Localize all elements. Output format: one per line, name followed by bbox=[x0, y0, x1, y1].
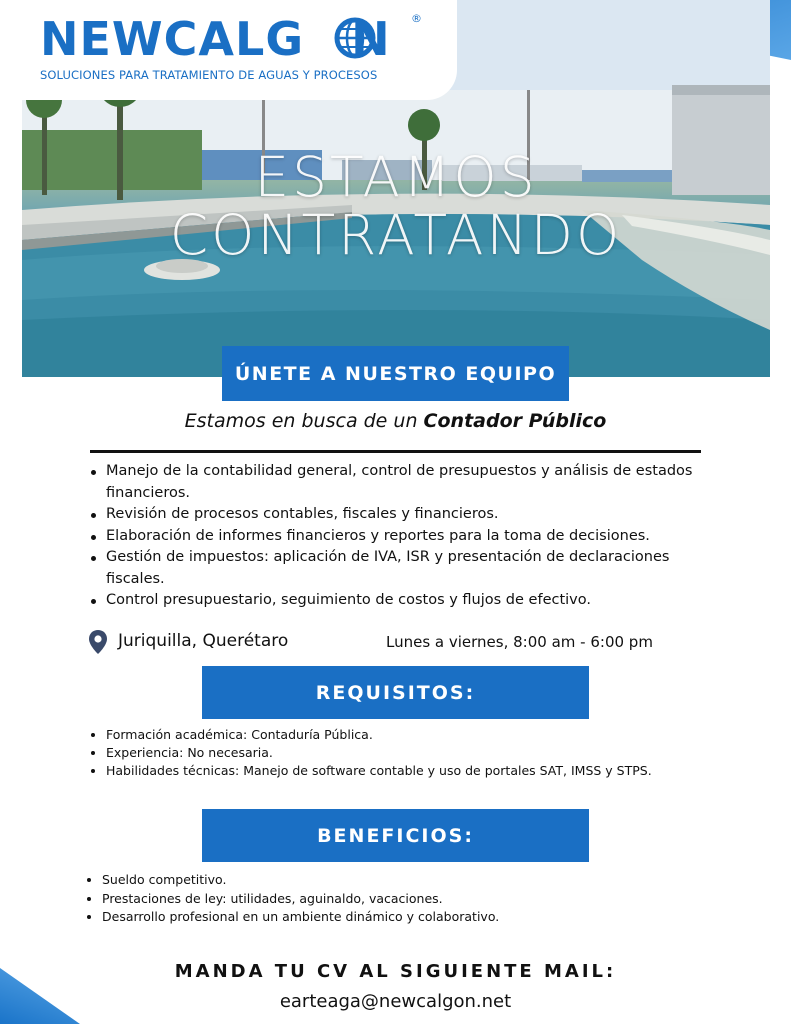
brand-name-part2: N bbox=[351, 12, 391, 66]
send-cv-heading: MANDA TU CV AL SIGUIENTE MAIL: bbox=[174, 961, 617, 982]
list-item: Sueldo competitivo. bbox=[84, 871, 704, 890]
position-intro-text: Estamos en busca de un bbox=[184, 410, 424, 432]
benefits-heading: BENEFICIOS: bbox=[202, 809, 589, 862]
benefits-list bbox=[84, 871, 704, 927]
list-item: Prestaciones de ley: utilidades, aguinaldo, vacaciones. bbox=[84, 890, 704, 909]
location-text: Juriquilla, Querétaro bbox=[118, 631, 289, 651]
location-row bbox=[88, 627, 708, 657]
list-item: Desarrollo profesional en un ambiente dinámico y colaborativo. bbox=[84, 908, 704, 927]
schedule-text: Lunes a viernes, 8:00 am - 6:00 pm bbox=[386, 633, 653, 651]
requirements-heading: REQUISITOS: bbox=[202, 666, 589, 719]
list-item: Elaboración de informes financieros y reportes para la toma de decisiones. bbox=[88, 526, 728, 548]
list-item: Habilidades técnicas: Manejo de software contable y uso de portales SAT, IMSS y STPS. bbox=[88, 762, 708, 780]
position-intro bbox=[0, 410, 791, 432]
globe-icon bbox=[334, 17, 376, 59]
hero-title-line1: ESTAMOS bbox=[254, 145, 538, 209]
brand-tagline: SOLUCIONES PARA TRATAMIENTO DE AGUAS Y PROCESOS bbox=[40, 68, 378, 82]
list-item: Revisión de procesos contables, fiscales y financieros. bbox=[88, 504, 728, 526]
list-item: Formación académica: Contaduría Pública. bbox=[88, 726, 708, 744]
position-role: Contador Público bbox=[423, 410, 607, 432]
hero-title bbox=[22, 145, 770, 267]
registered-mark: ® bbox=[411, 12, 422, 25]
join-team-banner: ÚNETE A NUESTRO EQUIPO bbox=[222, 346, 569, 401]
list-item: Gestión de impuestos: aplicación de IVA, ISR y presentación de declaraciones fiscales. bbox=[88, 547, 728, 590]
requirements-list bbox=[88, 726, 708, 780]
hero-title-line2: CONTRATANDO bbox=[169, 203, 623, 267]
list-item: Control presupuestario, seguimiento de costos y flujos de efectivo. bbox=[88, 590, 728, 612]
contact-email[interactable]: earteaga@newcalgon.net bbox=[279, 991, 512, 1012]
divider bbox=[90, 450, 701, 453]
duties-list bbox=[88, 461, 728, 612]
list-item: Manejo de la contabilidad general, control de presupuestos y análisis de estados financieros. bbox=[88, 461, 728, 504]
map-pin-icon bbox=[88, 629, 108, 655]
brand-name-part1: NEWCALG bbox=[40, 12, 305, 66]
list-item: Experiencia: No necesaria. bbox=[88, 744, 708, 762]
